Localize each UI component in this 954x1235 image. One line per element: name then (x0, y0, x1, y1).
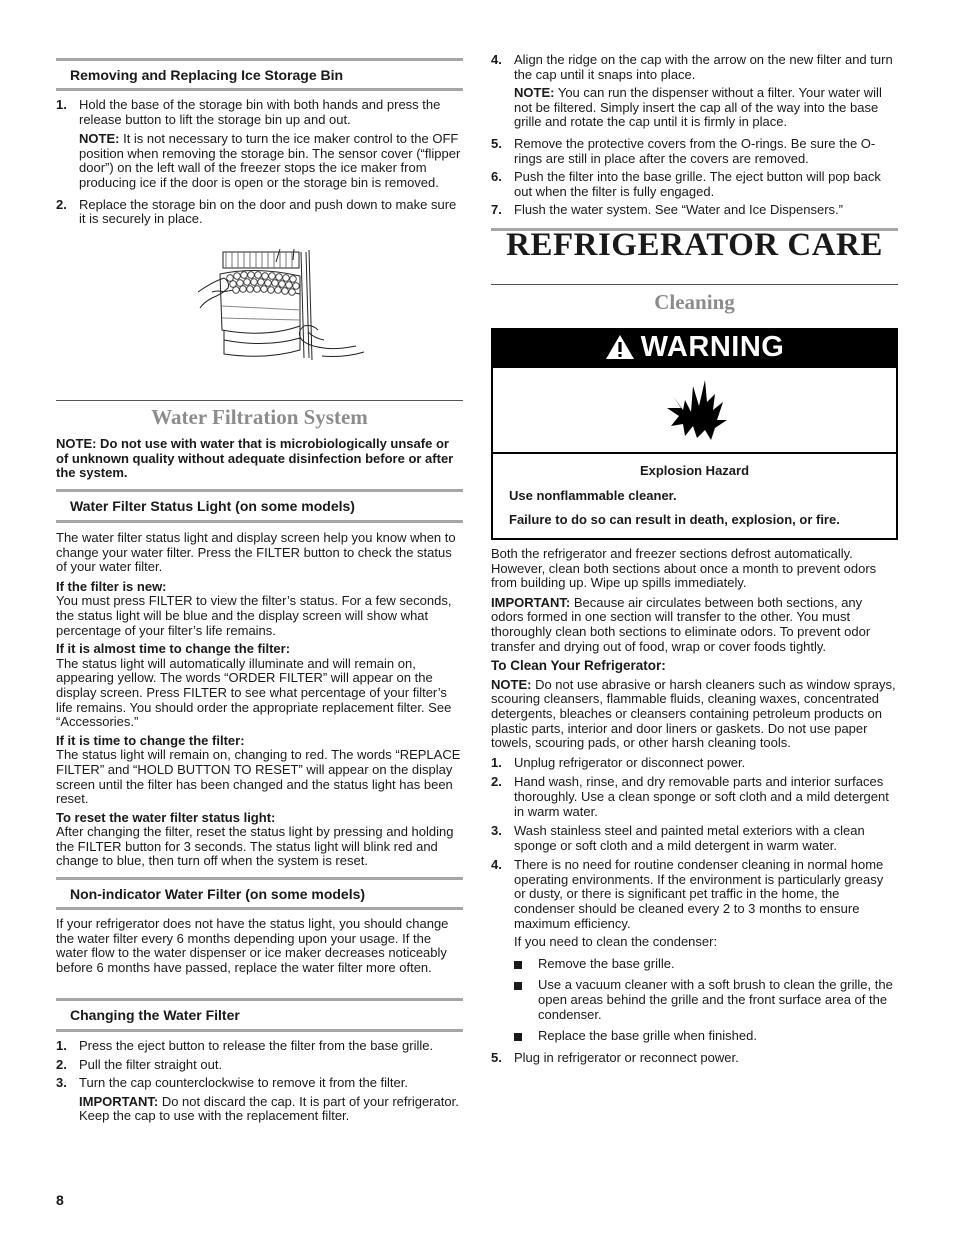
list-item: 3. Wash stainless steel and painted metal exteriors with a clean sponge or soft cloth and a mild detergent in warm water. (491, 823, 865, 853)
ice-bin-steps (56, 98, 463, 227)
list-item: 1. Unplug refrigerator or disconnect power. (491, 754, 746, 770)
nonindicator-text: If your refrigerator does not have the status light, you should change the water filter every 6 months depending upon your usage. If the water flow to the water dispenser or ice maker decreases noticeably before 6 months have passed, replace the water filter more often. (56, 916, 449, 975)
list-item: 5. Remove the protective covers from the O-rings. Be sure the O-rings are still in place after the covers are removed. (491, 135, 876, 166)
hazard-line-1: Use nonflammable cleaner. (509, 488, 677, 503)
status-light-section: The water filter status light and display screen help you know when to change your water filter. Press the FILTER button to check the status of your water filter. If the filter is new: You must press FILTER to view the filter’s status. For a few seconds, the status light will be blue and the display screen will show what percentage of your filter’s life remains. If it is almost time to change the filter: The status light will automatically illuminate and will remain on, appearing yellow. The words “ORDER FILTER” will appear on the display screen. Press FILTER to see what percentage of your filter’s life remains. You should order the appropriate replacement filter. See “Accessories.” If it is time to change the filter: The status light will remain on, changing to red. The words “REPLACE FILTER” and “HOLD BUTTON TO RESET” will appear on the display screen until the filter has been changed and the status light has been reset. To reset the water filter status light: After changing the filter, reset the status light by pressing and holding the FILTER button for 3 seconds. The status light will blink red and change to blue, then turn off when the system is reset. (56, 531, 463, 869)
list-item: 1. Hold the base of the storage bin with both hands and press the release button to lift the storage bin up and out. (56, 97, 441, 127)
ice-bin-heading: Removing and Replacing Ice Storage Bin (56, 58, 463, 91)
changing-filter-steps (56, 1039, 463, 1124)
reset-label: To reset the water filter status light: (56, 809, 276, 825)
bullet-item: Replace the base grille when finished. (491, 1029, 898, 1044)
page-number: 8 (56, 1192, 64, 1208)
square-bullet-icon (514, 961, 522, 969)
list-item: 4. Align the ridge on the cap with the arrow on the new filter and turn the cap until it snaps into place. (491, 52, 893, 82)
list-item: 4. There is no need for routine condenser cleaning in normal home operating environments. If the environment is particularly greasy or dusty, or there is significant pet traffic in the home, the condenser should be cleaned every 2 to 3 months to ensure maximum efficiency. (491, 857, 884, 931)
bullet-item: Use a vacuum cleaner with a soft brush to clean the grille, the open areas behind the grille and the front surface area of the condenser. (491, 978, 898, 1022)
warning-body (491, 366, 898, 540)
water-filtration-heading: Water Filtration System (151, 405, 368, 429)
ice-bin-illustration (196, 248, 376, 366)
nonindicator-heading: Non-indicator Water Filter (on some models) (56, 877, 463, 910)
list-item: 2. Replace the storage bin on the door and push down to make sure it is securely in place. (56, 196, 457, 227)
time-to-change-label: If it is time to change the filter: (56, 732, 245, 748)
almost-time-label: If it is almost time to change the filter: (56, 641, 291, 657)
status-light-heading: Water Filter Status Light (on some models) (56, 489, 463, 523)
warning-triangle-icon (605, 334, 635, 360)
filter-note: NOTE: You can run the dispenser without a filter. Your water will not be filtered. Simply insert the cap all of the way into the base grille and rotate the cap until it is firmly in place. (514, 85, 882, 130)
to-clean-heading: To Clean Your Refrigerator: (491, 658, 666, 674)
important-note: IMPORTANT: Do not discard the cap. It is part of your refrigerator. Keep the cap to use with the replacement filter. (79, 1093, 459, 1124)
square-bullet-icon (514, 1033, 522, 1041)
title-rule-bottom (491, 284, 898, 285)
important-note: IMPORTANT: Because air circulates between both sections, any odors formed in one section will transfer to the other. You must thoroughly clean both sections to eliminate odors. To prevent odor transfer and drying out of food, wrap or cover foods tightly. (491, 594, 871, 654)
warning-label: WARNING (640, 330, 785, 363)
square-bullet-icon (514, 982, 522, 990)
page-title: REFRIGERATOR CARE (506, 227, 883, 263)
list-item: 1. Press the eject button to release the filter from the base grille. (56, 1038, 434, 1053)
bullet-item: Remove the base grille. (491, 957, 898, 972)
cleaning-heading: Cleaning (654, 290, 735, 314)
hazard-line-2: Failure to do so can result in death, explosion, or fire. (509, 512, 840, 527)
list-item: 5. Plug in refrigerator or reconnect power. (491, 1049, 739, 1065)
ice-note: NOTE: It is not necessary to turn the ice maker control to the OFF position when removing the storage bin. The sensor cover (“flipper door”) on the left wall of the freezer stops the ice maker from producing ice if the door is open or the storage bin is removed. (79, 131, 461, 190)
explosion-hazard-icon (665, 376, 729, 442)
new-filter-label: If the filter is new: (56, 578, 167, 594)
list-item: 3. Turn the cap counterclockwise to remove it from the filter. (56, 1075, 408, 1091)
warning-bar (491, 328, 898, 366)
section-divider (56, 400, 463, 401)
cleaning-section: Both the refrigerator and freezer sections defrost automatically. However, clean both sections about once a month to prevent odors from building up. Wipe up spills immediately. IMPORTANT: Because air circulates between both sections, any odors formed in one section will transfer to the other. You must thoroughly clean both sections to eliminate odors. To prevent odor transfer and drying out of food, wrap or cover foods tightly. To Clean Your Refrigerator: NOTE: Do not use abrasive or harsh cleaners such as window sprays, scouring cleansers, flammable fluids, cleaning waxes, concentrated detergents, bleaches or cleansers containing petroleum products on plastic parts, interior and door liners or gaskets. Do not use paper towels, scouring pads, or other harsh cleaning tools. 1. Unplug refrigerator or disconnect power. 2. Hand wash, rinse, and dry removable parts and interior surfaces thoroughly. Use a clean sponge or soft cloth and a mild detergent in warm water. 3. Wash stainless steel and painted metal exteriors with a clean sponge or soft cloth and a mild detergent in warm water. 4. There is no need for routine condenser cleaning in normal home operating environments. If the environment is particularly greasy or dusty, or there is significant pet traffic in the home, the condenser should be cleaned every 2 to 3 months to ensure maximum efficiency. If you need to clean the condenser: Remove the base grille. Use a vacuum cleaner with a soft brush to clean the grille, the open areas behind the grille and the front surface area of the condenser. Replace the base grille when finished. 5. Plug in refrigerator or reconnect power. (491, 547, 898, 1065)
list-item: 6. Push the filter into the base grille. The eject button will pop back out when the filter is fully engaged. (491, 169, 881, 199)
warning-box (491, 328, 898, 540)
cleaner-note: NOTE: Do not use abrasive or harsh cleaners such as window sprays, scouring cleansers, flammable fluids, cleaning waxes, concentrated detergents, bleaches or cleansers containing petroleum products on plastic parts, interior and door liners or gaskets. Do not use paper towels, scouring pads, or other harsh cleaning tools. (491, 676, 896, 751)
condenser-intro: If you need to clean the condenser: (514, 934, 718, 950)
changing-filter-heading: Changing the Water Filter (56, 998, 463, 1032)
changing-filter-steps-continued (491, 53, 898, 218)
list-item: 7. Flush the water system. See “Water and Ice Dispensers.” (491, 202, 843, 218)
hazard-title: Explosion Hazard (639, 463, 750, 478)
warning-icon-cell (493, 368, 896, 454)
list-item: 2. Pull the filter straight out. (56, 1056, 223, 1072)
water-safety-note: NOTE: Do not use with water that is microbiologically unsafe or of unknown quality without adequate disinfection before or after the system. (56, 436, 454, 481)
list-item: 2. Hand wash, rinse, and dry removable parts and interior surfaces thoroughly. Use a clean sponge or soft cloth and a mild detergent in warm water. (491, 774, 889, 819)
